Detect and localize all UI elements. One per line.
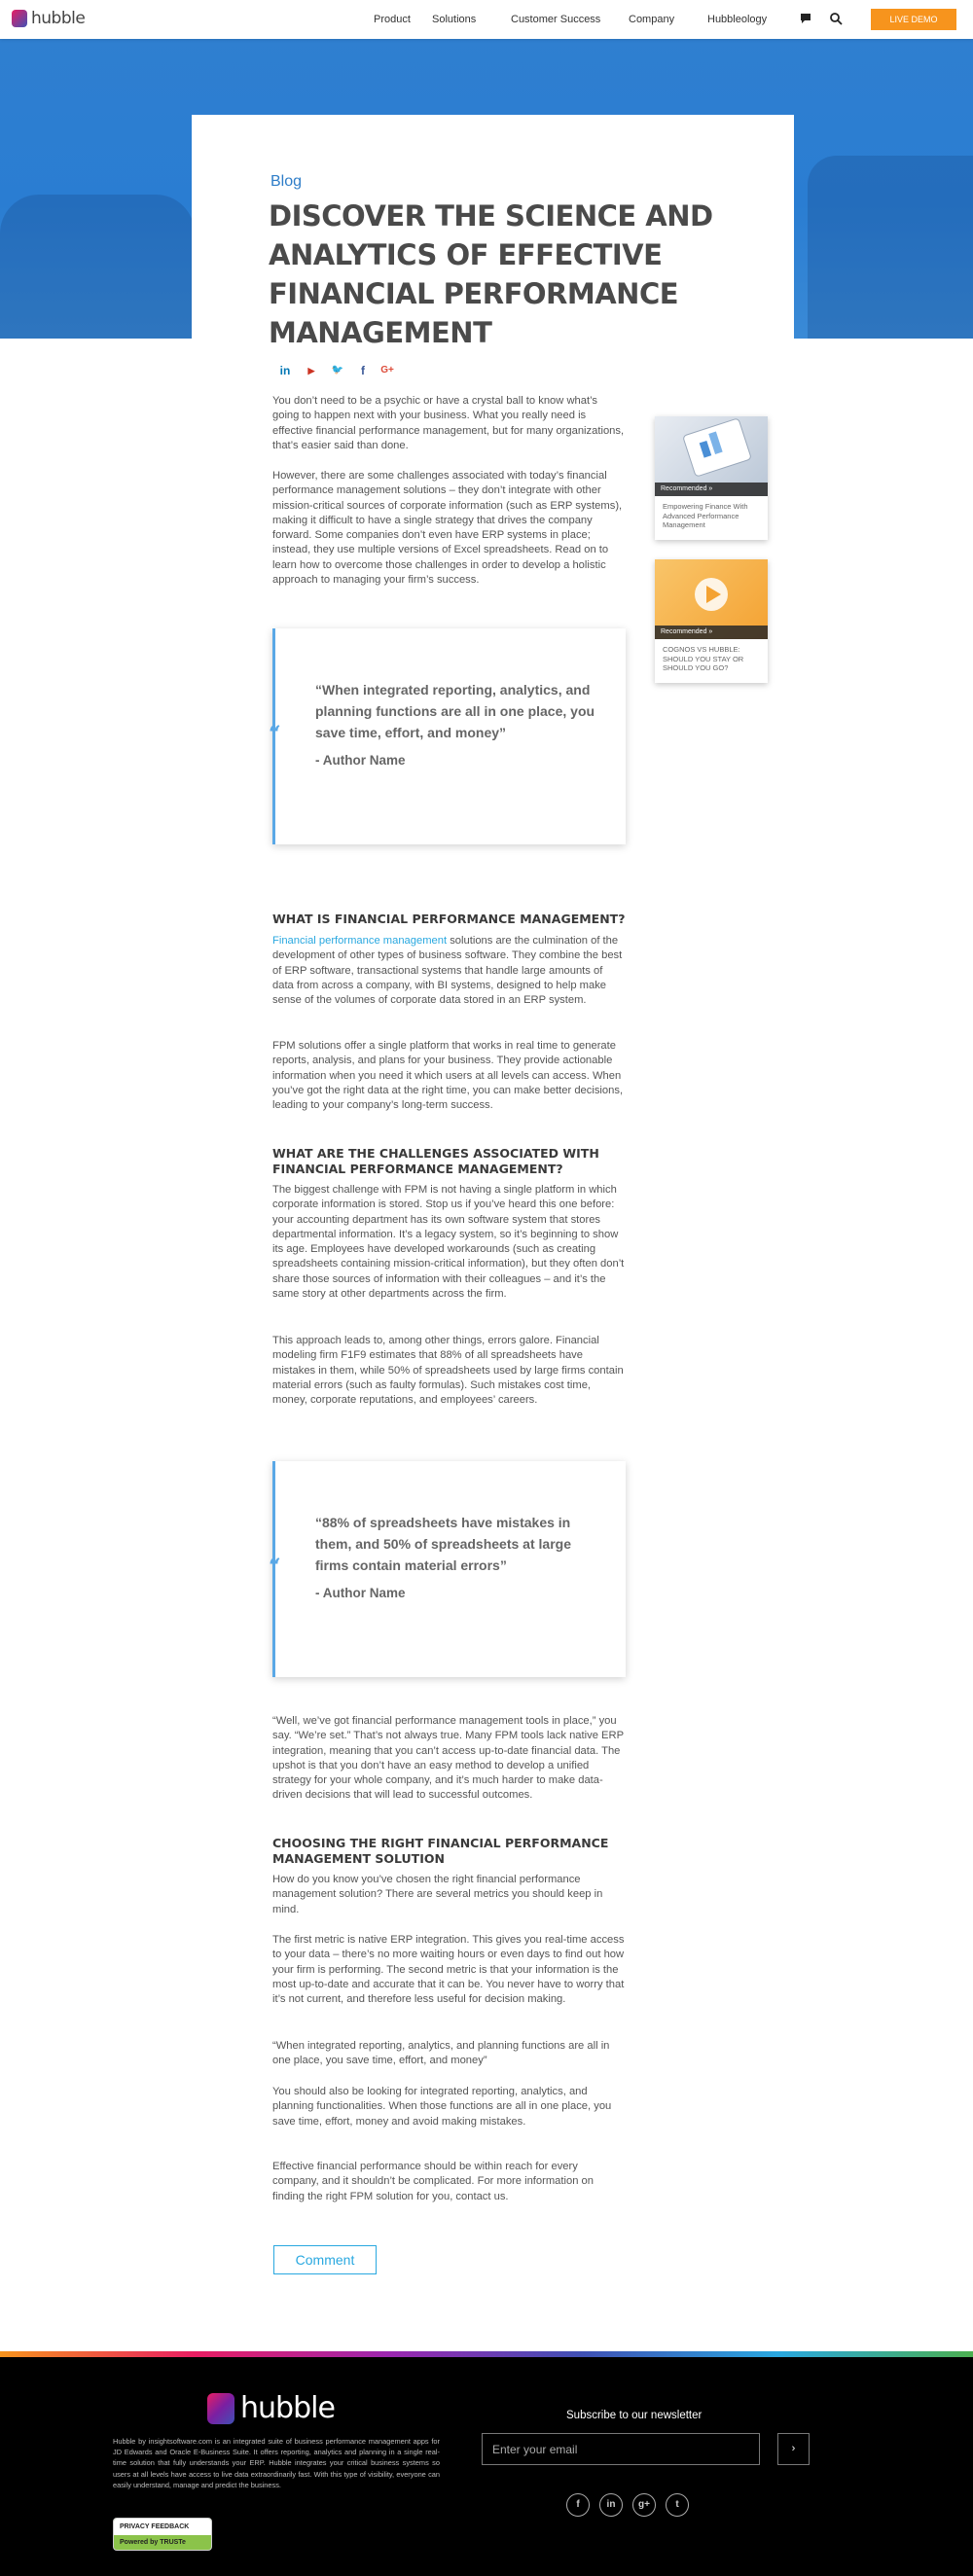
footer-logo[interactable] xyxy=(207,2391,335,2425)
twitter-share-icon[interactable]: 🐦 xyxy=(331,365,344,376)
linkedin-share-icon[interactable]: in xyxy=(279,364,291,377)
comment-button[interactable]: Comment xyxy=(273,2245,377,2274)
recommended-tag: Recommended » xyxy=(655,483,768,496)
intro-paragraph: You don’t need to be a psychic or have a crystal ball to know what’s going to happen next with your business. What you really need is effective financial performance management, but for many organizations, that’s easier said than done. xyxy=(272,395,625,451)
recommended-tag: Recommended » xyxy=(655,626,768,639)
pull-quote-1 xyxy=(269,628,626,844)
pull-quote-2 xyxy=(269,1461,626,1677)
footer xyxy=(0,2357,973,2576)
paragraph-fpm-definition xyxy=(272,934,626,1008)
paragraph-integrated-reporting: You should also be looking for integrated reporting, analytics, and planning functionalities. When those functions are all in one place, you save time, effort, money and avoid making mistakes. xyxy=(272,2086,612,2128)
hubble-logo-icon xyxy=(207,2393,234,2424)
hubble-logo[interactable] xyxy=(12,9,85,28)
quote-text: “88% of spreadsheets have mistakes in them, and 50% of spreadsheets at large firms contain material errors” xyxy=(315,1515,571,1573)
fpm-link[interactable]: Financial performance management xyxy=(272,935,448,947)
logo-text: hubble xyxy=(31,9,86,28)
truste-line-2: Powered by TRUSTe xyxy=(120,2539,186,2546)
facebook-footer-icon[interactable]: f xyxy=(566,2493,590,2517)
truste-line-1: PRIVACY FEEDBACK xyxy=(114,2519,211,2535)
recommended-card-1[interactable] xyxy=(655,416,768,540)
newsletter-email-input[interactable] xyxy=(482,2433,760,2465)
quote-mark-icon: “ xyxy=(269,722,281,747)
search-icon[interactable] xyxy=(829,12,843,25)
footer-description: Hubble by insightsoftware.com is an integrated suite of business performance management apps for JD Edwards and Oracle E-Business Suite. It offers reporting, analytics and planning in a single real-time solution that fully understands your ERP. Hubble integrates your critical business systems so users at all levels have access to live data extraordinarily fast. With this type of visibility, everyone can easily understand, manage and predict the business. xyxy=(113,2437,440,2489)
top-nav xyxy=(0,0,973,39)
truste-privacy-badge[interactable] xyxy=(113,2518,212,2551)
quote-author: - Author Name xyxy=(315,753,406,768)
chat-icon[interactable] xyxy=(799,12,812,25)
paragraph-inline-quote: “When integrated reporting, analytics, and planning functions are all in one place, you save time, effort, and money” xyxy=(272,2040,610,2067)
hero-truck-shape xyxy=(0,195,195,339)
nav-solutions[interactable]: Solutions xyxy=(432,14,477,25)
paragraph-fpm-platform: FPM solutions offer a single platform that works in real time to generate reports, analysis, and plans for your business. They provide actionable information when you need it which users at all levels can access. When you’ve got the right data at the right time, you can make better decisions, leading to your company’s long-term success. xyxy=(272,1040,624,1112)
paragraph-fpm-definition-text: solutions are the culmination of the development of other types of business software. They combine the best of ERP software, transactional systems that handle large amounts of data from across a company, with BI systems, designed to help make sense of the volumes of corporate data stored in an ERP system. xyxy=(272,935,623,1007)
hubble-logo-icon xyxy=(12,10,27,27)
paragraph-conclusion: Effective financial performance should be within reach for every company, and it shouldn’t be complicated. For more information on finding the right FPM solution for you, contact us. xyxy=(272,2161,594,2202)
section-heading-what-is-fpm: WHAT IS FINANCIAL PERFORMANCE MANAGEMENT? xyxy=(272,912,626,926)
nav-customer-success[interactable]: Customer Success xyxy=(511,14,601,25)
section-heading-choosing: CHOOSING THE RIGHT FINANCIAL PERFORMANCE MANAGEMENT SOLUTION xyxy=(272,1836,609,1866)
paragraph-tools-in-place: “Well, we’ve got financial performance management tools in place,” you say. “We’re set.” That’s not always true. Many FPM tools lack native ERP integration, meaning that you can’t access up-to-date financial data. The upshot is that you don’t have an easy method to develop a unified strategy for your whole company, and it’s much harder to make data-driven decisions that will lead to successful outcomes. xyxy=(272,1715,624,1802)
recommended-caption: Empowering Finance With Advanced Performance Management xyxy=(663,502,748,529)
google-plus-share-icon[interactable]: G+ xyxy=(380,365,394,376)
nav-company[interactable]: Company xyxy=(629,14,675,25)
quote-mark-icon: “ xyxy=(269,1555,281,1580)
linkedin-footer-icon[interactable]: in xyxy=(599,2493,623,2517)
section-heading-challenges: WHAT ARE THE CHALLENGES ASSOCIATED WITH FINANCIAL PERFORMANCE MANAGEMENT? xyxy=(272,1146,599,1176)
quote-author: - Author Name xyxy=(315,1586,406,1600)
paragraph-biggest-challenge: The biggest challenge with FPM is not having a single platform in which corporate information is stored. Stop us if you’ve heard this one before: your accounting department has its own software system that stores departmental information. It’s a legacy system, so it’s beginning to show its age. Employees have developed workarounds (such as creating spreadsheets containing mission-critical information), but they often don’t share those sources of information with their colleagues – and it’s the same story at other departments across the firm. xyxy=(272,1184,625,1301)
google-plus-footer-icon[interactable]: g+ xyxy=(632,2493,656,2517)
youtube-share-icon[interactable]: ▶ xyxy=(307,366,315,376)
paragraph-errors: This approach leads to, among other things, errors galore. Financial modeling firm F1F9 estimates that 88% of all spreadsheets have mistakes in them, while 50% of spreadsheets used by large firms contain material errors (such as faulty formulas). Such mistakes cost time, money, corporate reputations, and employees’ careers. xyxy=(272,1335,624,1407)
paragraph-metrics-intro: How do you know you’ve chosen the right financial performance management solution? There are several metrics you should keep in mind. xyxy=(272,1874,603,1915)
recommended-thumbnail xyxy=(655,559,768,639)
recommended-caption: COGNOS VS HUBBLE: SHOULD YOU STAY OR SHOULD YOU GO? xyxy=(663,645,744,672)
paragraph-challenges-intro: However, there are some challenges associated with today’s financial performance management solutions – they don’t integrate with other mission-critical sources of corporate information (such as ERP systems), making it difficult to have a single strategy that drives the company forward. Some companies don’t even have ERP systems in place; instead, they use multiple versions of Excel spreadsheets. Read on to learn how to overcome those challenges in order to develop a holistic approach to managing your firm’s success. xyxy=(272,470,623,587)
newsletter-label: Subscribe to our newsletter xyxy=(566,2410,703,2421)
recommended-card-2[interactable] xyxy=(655,559,768,683)
hero-truck-shape-right xyxy=(808,156,973,339)
twitter-footer-icon[interactable]: t xyxy=(666,2493,689,2517)
newsletter-submit-button[interactable]: › xyxy=(777,2433,810,2465)
quote-text: “When integrated reporting, analytics, and planning functions are all in one place, you save time, effort, and money” xyxy=(315,682,595,740)
blog-category[interactable]: Blog xyxy=(270,173,303,190)
page-title: DISCOVER THE SCIENCE AND ANALYTICS OF EFFECTIVE FINANCIAL PERFORMANCE MANAGEMENT xyxy=(269,199,713,349)
recommended-thumbnail xyxy=(655,416,768,496)
footer-logo-text: hubble xyxy=(240,2391,335,2425)
facebook-share-icon[interactable]: f xyxy=(361,364,365,377)
paragraph-native-erp: The first metric is native ERP integration. This gives you real-time access to your data – there’s no more waiting hours or even days to find out how your firm is performing. The second metric is that your information is the most up-to-date and accurate that it can be. You never have to worry that it’s not current, and therefore less useful for decision making. xyxy=(272,1934,625,2006)
nav-product[interactable]: Product xyxy=(374,14,411,25)
live-demo-button[interactable]: LIVE DEMO xyxy=(871,9,956,30)
nav-hubbleology[interactable]: Hubbleology xyxy=(707,14,768,25)
